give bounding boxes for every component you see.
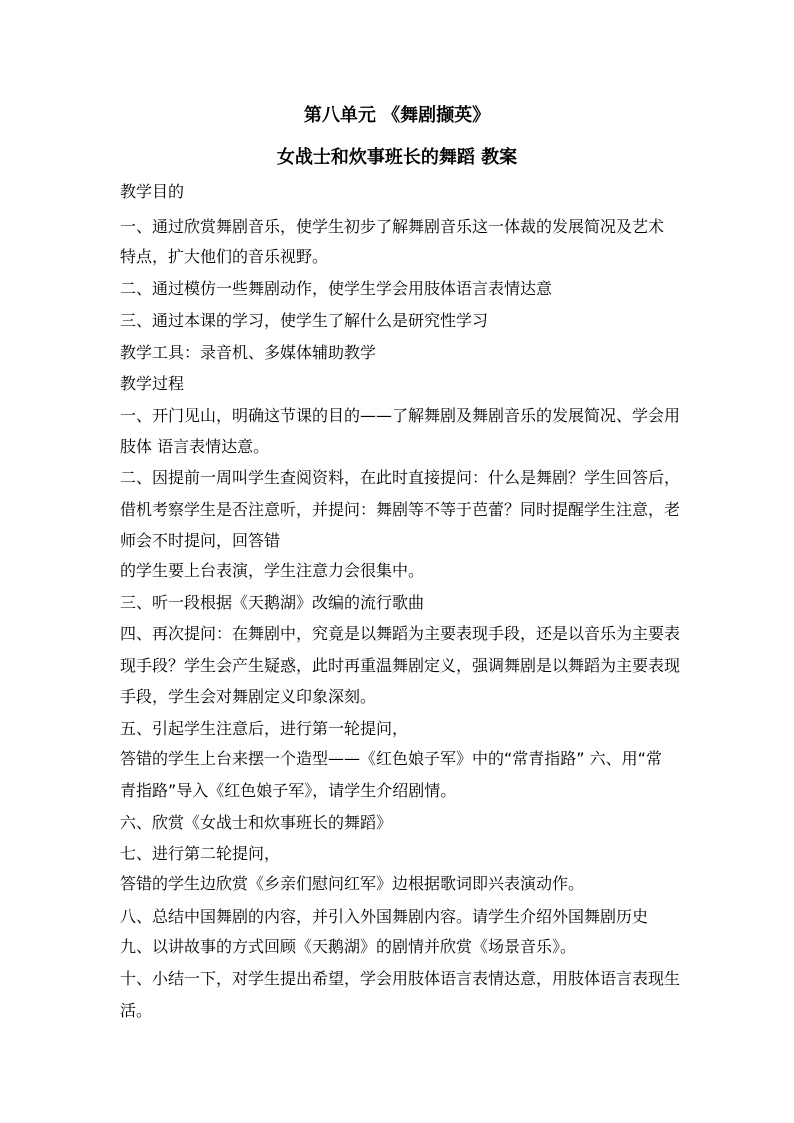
text-line: 教学目的 [120, 182, 185, 201]
text-line: 五、引起学生注意后，进行第一轮提问， [120, 719, 409, 738]
text-line: 现手段？学生会产生疑惑，此时再重温舞剧定义，强调舞剧是以舞蹈为主要表现 [120, 656, 681, 675]
text-line: 一、开门见山，明确这节课的目的——了解舞剧及舞剧音乐的发展简况、学会用 [120, 406, 681, 425]
text-line: 六、欣赏《女战士和炊事班长的舞蹈》 [120, 813, 393, 832]
text-line: 活。 [120, 1001, 153, 1020]
text-line: 教学过程 [120, 374, 185, 393]
text-line: 三、通过本课的学习，使学生了解什么是研究性学习 [120, 311, 489, 330]
text-line: 借机考察学生是否注意听，并提问：舞剧等不等于芭蕾？同时提醒学生注意，老 [120, 500, 681, 519]
text-line: 答错的学生上台来摆一个造型——《红色娘子军》中的“常青指路” 六、用“常 [120, 749, 662, 768]
unit-title: 第八单元 《舞剧撷英》 [303, 105, 491, 126]
text-line: 青指路”导入《红色娘子军》，请学生介绍剧情。 [120, 781, 457, 800]
text-line: 七、进行第二轮提问， [120, 844, 281, 863]
text-line: 十、小结一下，对学生提出希望，学会用肢体语言表情达意，用肢体语言表现生 [120, 969, 681, 988]
text-line: 肢体 语言表情达意。 [120, 437, 270, 456]
text-line: 三、听一段根据《天鹅湖》改编的流行歌曲 [120, 593, 425, 612]
text-line: 答错的学生边欣赏《乡亲们慰问红军》边根据歌词即兴表演动作。 [120, 874, 585, 893]
text-line: 二、因提前一周叫学生查阅资料，在此时直接提问：什么是舞剧？学生回答后， [120, 468, 681, 487]
text-line: 二、通过模仿一些舞剧动作，使学生学会用肢体语言表情达意 [120, 279, 553, 298]
lesson-title: 女战士和炊事班长的舞蹈 教案 [276, 147, 518, 168]
text-line: 教学工具：录音机、多媒体辅助教学 [120, 343, 377, 362]
text-line: 特点，扩大他们的音乐视野。 [120, 247, 329, 266]
text-line: 手段，学生会对舞剧定义印象深刻。 [120, 687, 377, 706]
text-line: 的学生要上台表演，学生注意力会很集中。 [120, 561, 425, 580]
text-line: 师会不时提问，回答错 [120, 531, 281, 550]
text-line: 九、以讲故事的方式回顾《天鹅湖》的剧情并欣赏《场景音乐》。 [120, 937, 577, 956]
text-line: 八、总结中国舞剧的内容，并引入外国舞剧内容。请学生介绍外国舞剧历史 [120, 907, 649, 926]
text-line: 一、通过欣赏舞剧音乐，使学生初步了解舞剧音乐这一体裁的发展简况及艺术 [120, 217, 665, 236]
text-line: 四、再次提问：在舞剧中，究竟是以舞蹈为主要表现手段，还是以音乐为主要表 [120, 624, 681, 643]
